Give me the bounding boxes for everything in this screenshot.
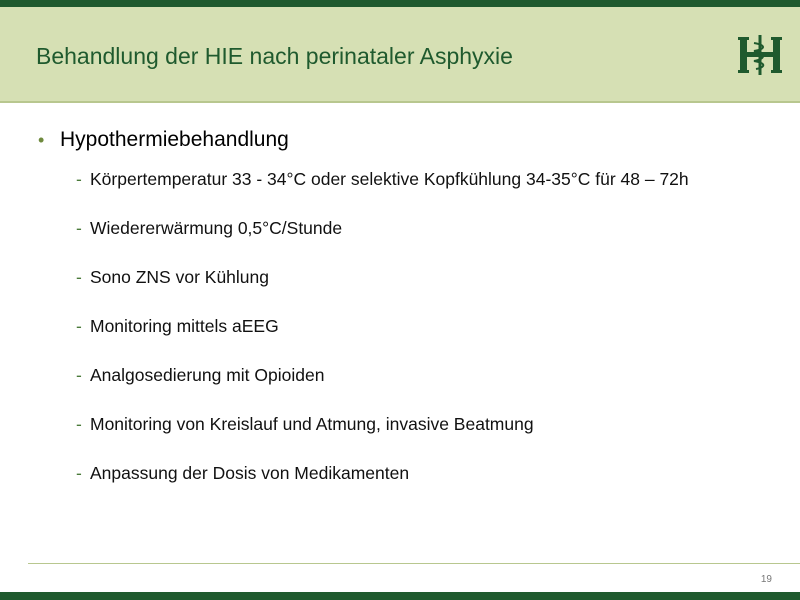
slide-number: 19 — [760, 574, 772, 585]
dash-icon: - — [76, 463, 82, 483]
list-item-text: Monitoring von Kreislauf und Atmung, invasive Beatmung — [90, 414, 534, 434]
list-item — [38, 462, 780, 484]
dash-icon: - — [76, 169, 82, 189]
list-item-text: Wiedererwärmung 0,5°C/Stunde — [90, 218, 343, 238]
list-item — [38, 266, 780, 288]
top-accent-bar — [0, 0, 800, 7]
main-bullet — [38, 126, 778, 154]
dash-icon: - — [76, 414, 82, 434]
dash-icon: - — [76, 365, 82, 385]
list-item — [38, 364, 780, 386]
title-band — [0, 7, 800, 103]
dash-icon: - — [76, 267, 82, 287]
list-item-text: Analgosedierung mit Opioiden — [90, 365, 325, 385]
slide-title: Behandlung der HIE nach perinataler Asphyxie — [36, 43, 513, 69]
bottom-accent-bar — [0, 592, 800, 600]
list-item — [38, 413, 780, 435]
main-bullet-text: Hypothermiebehandlung — [60, 128, 289, 151]
list-item — [38, 168, 780, 190]
hospital-logo-icon — [738, 33, 782, 77]
list-item — [38, 217, 780, 239]
dash-icon: - — [76, 316, 82, 336]
list-item-text: Anpassung der Dosis von Medikamenten — [90, 463, 410, 483]
list-item-text: Sono ZNS vor Kühlung — [90, 267, 269, 287]
footer-divider — [28, 563, 800, 564]
dash-icon: - — [76, 218, 82, 238]
list-item — [38, 315, 780, 337]
list-item-text: Körpertemperatur 33 - 34°C oder selektive Kopfkühlung 34-35°C für 48 – 72h — [90, 169, 689, 189]
list-item-text: Monitoring mittels aEEG — [90, 316, 279, 336]
bullet-dot-icon: • — [38, 130, 45, 150]
slide-content — [38, 126, 778, 511]
sub-bullet-list — [38, 168, 778, 484]
